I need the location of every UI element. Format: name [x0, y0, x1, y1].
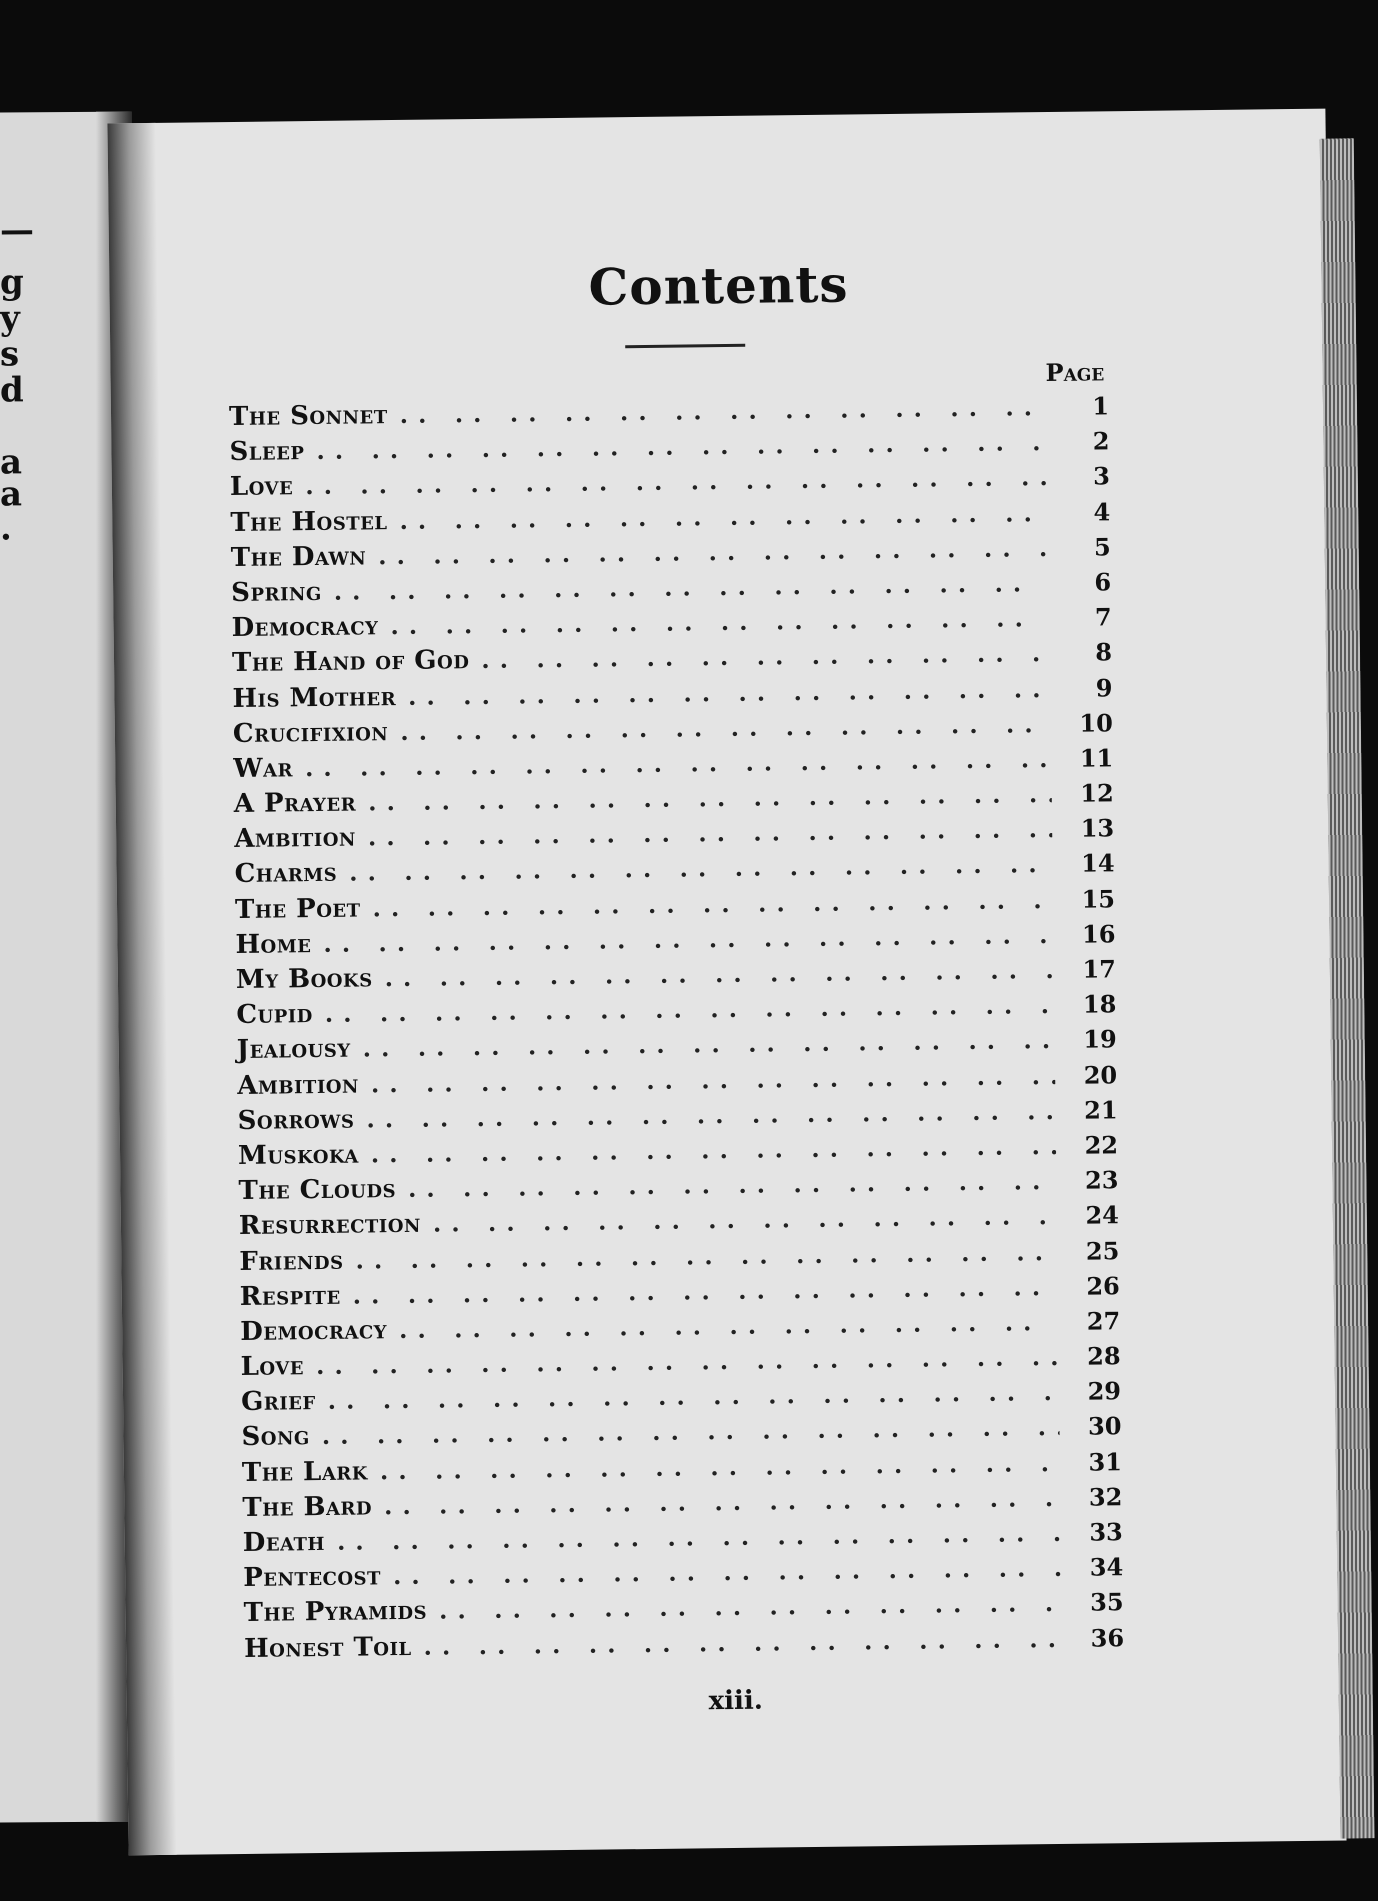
entry-title: Pentecost: [243, 1561, 382, 1594]
entry-title: A Prayer: [233, 787, 357, 820]
entry-page-number: 12: [1080, 778, 1114, 808]
entry-title: Death: [242, 1526, 326, 1558]
entry-page-number: 5: [1093, 532, 1111, 562]
entry-page-number: 4: [1093, 496, 1111, 527]
entry-page-number: 2: [1092, 426, 1110, 456]
entry-title: The Poet: [234, 893, 361, 925]
facing-page-letter: .: [0, 508, 12, 549]
entry-page-number: 16: [1081, 919, 1116, 949]
facing-page-letter: d: [0, 370, 24, 411]
entry-title: My Books: [235, 963, 373, 995]
entry-title: Grief: [240, 1386, 316, 1418]
contents-page: [107, 109, 1346, 1856]
title-rule: [625, 344, 745, 348]
page-column-label: Page: [1045, 357, 1105, 388]
entry-title: Respite: [239, 1280, 341, 1312]
page-number: xiii.: [708, 1685, 764, 1717]
entry-title: Charms: [234, 858, 338, 890]
facing-page-letter: s: [0, 334, 20, 375]
entry-page-number: 26: [1086, 1270, 1120, 1301]
entry-title: His Mother: [232, 681, 397, 714]
entry-page-number: 22: [1084, 1130, 1119, 1160]
entry-title: Love: [229, 471, 294, 503]
facing-page-letter: g: [0, 262, 24, 303]
facing-page-letter: y: [0, 298, 20, 339]
contents-list: [229, 391, 1124, 1668]
entry-title: The Hostel: [230, 505, 388, 538]
facing-page-letter: a: [0, 442, 23, 483]
entry-title: Resurrection: [238, 1209, 422, 1242]
entry-page-number: 8: [1095, 637, 1113, 667]
entry-page-number: 11: [1079, 743, 1114, 773]
entry-title: Love: [240, 1351, 305, 1383]
entry-title: Crucifixion: [232, 716, 389, 749]
entry-page-number: 25: [1085, 1235, 1120, 1266]
entry-page-number: 33: [1089, 1517, 1123, 1547]
entry-page-number: 9: [1095, 672, 1113, 702]
entry-title: Honest Toil: [243, 1631, 412, 1664]
entry-page-number: 21: [1084, 1094, 1118, 1125]
entry-page-number: 36: [1090, 1622, 1125, 1653]
entry-page-number: 13: [1080, 813, 1115, 843]
entry-page-number: 24: [1085, 1200, 1120, 1230]
entry-title: Song: [241, 1421, 310, 1453]
leader-dots: [439, 1588, 1062, 1625]
entry-page-number: 10: [1079, 707, 1114, 738]
entry-page-number: 34: [1089, 1552, 1124, 1582]
page-edge: [1320, 138, 1375, 1838]
entry-page-number: 28: [1087, 1341, 1121, 1371]
entry-title: Home: [235, 928, 312, 960]
entry-page-number: 1: [1092, 391, 1110, 421]
entry-title: Muskoka: [237, 1139, 359, 1171]
entry-title: Democracy: [240, 1315, 388, 1347]
entry-title: Friends: [239, 1245, 344, 1277]
entry-page-number: 32: [1088, 1482, 1123, 1512]
entry-page-number: 23: [1084, 1165, 1119, 1195]
entry-title: Jealousy: [236, 1033, 351, 1066]
facing-page-letter: —: [0, 210, 34, 251]
entry-title: The Dawn: [230, 541, 367, 573]
entry-title: Sorrows: [237, 1104, 355, 1136]
entry-title: Ambition: [237, 1069, 360, 1101]
entry-page-number: 29: [1087, 1376, 1122, 1406]
facing-page-letter: a: [0, 474, 23, 515]
entry-title: The Lark: [241, 1456, 369, 1488]
entry-title: The Pyramids: [243, 1596, 428, 1629]
entry-page-number: 30: [1087, 1411, 1122, 1442]
entry-title: Democracy: [231, 611, 379, 644]
entry-title: The Clouds: [238, 1174, 397, 1207]
entry-title: Sleep: [229, 436, 305, 468]
page-title: Contents: [588, 254, 849, 317]
entry-page-number: 14: [1080, 848, 1115, 879]
entry-title: The Bard: [242, 1491, 373, 1523]
entry-title: War: [233, 753, 294, 784]
entry-page-number: 15: [1081, 883, 1116, 914]
entry-page-number: 35: [1090, 1587, 1124, 1617]
entry-title: The Hand of God: [231, 645, 470, 679]
entry-page-number: 6: [1094, 567, 1112, 597]
entry-title: Ambition: [234, 822, 357, 855]
entry-page-number: 3: [1092, 461, 1111, 491]
entry-page-number: 18: [1082, 989, 1117, 1019]
entry-page-number: 7: [1094, 602, 1112, 632]
entry-page-number: 19: [1083, 1024, 1117, 1055]
entry-title: The Sonnet: [228, 400, 388, 433]
entry-page-number: 20: [1083, 1059, 1118, 1090]
entry-page-number: 17: [1082, 954, 1117, 984]
leader-dots: [433, 1201, 1057, 1238]
leader-dots: [481, 638, 1050, 674]
entry-title: Spring: [231, 576, 322, 608]
entry-title: Cupid: [236, 999, 314, 1031]
entry-page-number: 27: [1086, 1306, 1121, 1336]
leader-dots: [399, 392, 1047, 429]
entry-page-number: 31: [1088, 1446, 1123, 1477]
